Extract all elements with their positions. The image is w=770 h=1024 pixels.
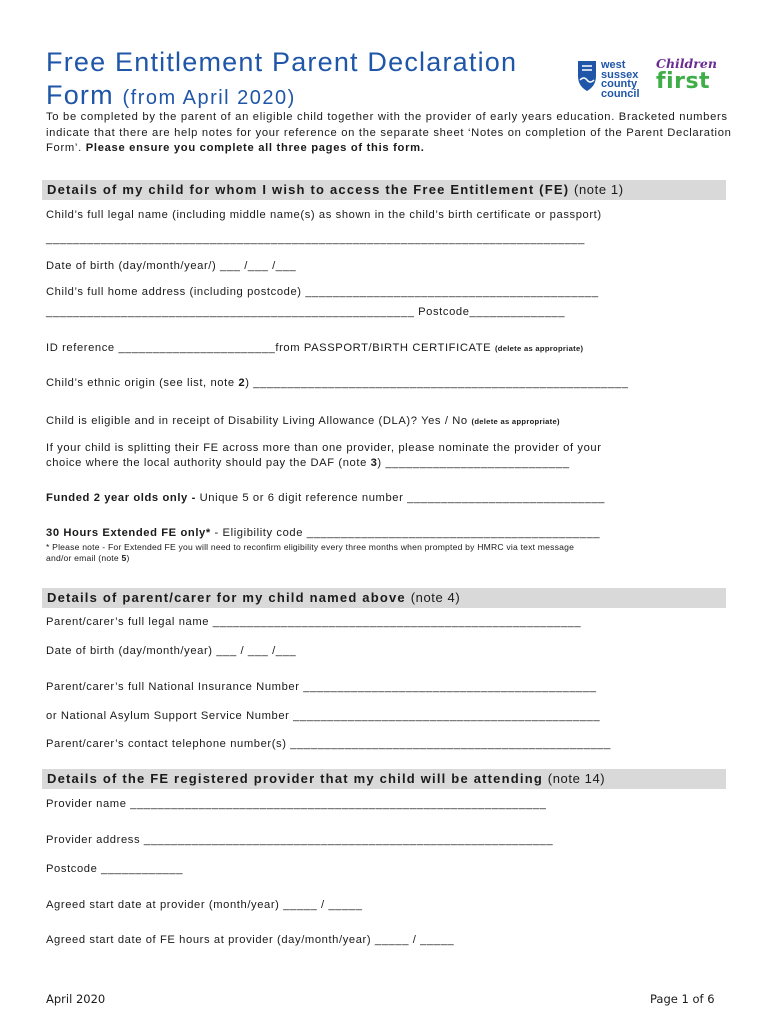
section-child-details-heading: Details of my child for whom I wish to access the Free Entitlement (FE) (note 1) — [42, 180, 726, 200]
title-line-1: Free Entitlement Parent Declaration — [46, 47, 518, 77]
funded-2-year-reference-field[interactable]: Funded 2 year olds only - Unique 5 or 6 digit reference number _____________________________ — [46, 492, 605, 504]
children-first-logo: Children first — [656, 56, 717, 94]
parent-full-name-field[interactable]: Parent/carer’s full legal name ______________________________________________________ — [46, 616, 582, 628]
footer-page-number: Page 1 of 6 — [650, 992, 715, 1006]
child-address-field[interactable]: Child’s full home address (including postcode) ___________________________________________ — [46, 286, 599, 298]
provider-name-field[interactable]: Provider name _____________________________________________________________ — [46, 798, 547, 810]
nass-number-field[interactable]: or National Asylum Support Service Number _____________________________________________ — [46, 710, 601, 722]
daf-provider-field[interactable]: choice where the local authority should pay the DAF (note 3) ___________________________ — [46, 457, 570, 469]
page-title — [46, 46, 517, 115]
parent-dob-field[interactable]: Date of birth (day/month/year) ___ / ___ /___ — [46, 645, 297, 657]
split-provider-text: If your child is splitting their FE across more than one provider, please nominate the provider of your — [46, 442, 602, 454]
dla-question[interactable]: Child is eligible and in receipt of Disability Living Allowance (DLA)? Yes / No (delete as appropriate) — [46, 415, 560, 427]
child-full-name-field[interactable]: _______________________________________________________________________________ — [46, 233, 585, 245]
child-dob-field[interactable]: Date of birth (day/month/year/) ___ /___ /___ — [46, 260, 297, 272]
child-full-name-label: Child’s full legal name (including middle name(s) as shown in the child’s birth certificate or passport) — [46, 209, 602, 221]
provider-postcode-field[interactable]: Postcode ____________ — [46, 863, 184, 875]
parent-ni-number-field[interactable]: Parent/carer’s full National Insurance Number ___________________________________________ — [46, 681, 597, 693]
child-address-line2[interactable]: ______________________________________________________ Postcode______________ — [46, 306, 566, 318]
wscc-logo: west sussex county council — [576, 58, 654, 104]
section-parent-details-heading: Details of parent/carer for my child named above (note 4) — [42, 588, 726, 608]
child-postcode-field[interactable]: Postcode______________ — [418, 306, 566, 318]
eligibility-code-field[interactable]: 30 Hours Extended FE only* - Eligibility code ___________________________________________ — [46, 527, 601, 539]
provider-start-date-field[interactable]: Agreed start date at provider (month/year) _____ / _____ — [46, 899, 363, 911]
delete-as-appropriate-note: (delete as appropriate) — [494, 344, 584, 353]
delete-as-appropriate-note: (delete as appropriate) — [471, 417, 560, 426]
footer-date: April 2020 — [46, 992, 106, 1006]
child-ethnic-origin-field[interactable]: Child’s ethnic origin (see list, note 2) _______________________________________________________ — [46, 377, 629, 389]
id-reference-field[interactable]: ID reference _______________________from PASSPORT/BIRTH CERTIFICATE (delete as appropriate) — [46, 342, 584, 354]
fe-hours-start-date-field[interactable]: Agreed start date of FE hours at provider (day/month/year) _____ / _____ — [46, 934, 455, 946]
provider-address-field[interactable]: Provider address ____________________________________________________________ — [46, 834, 554, 846]
section-provider-details-heading: Details of the FE registered provider that my child will be attending (note 14) — [42, 769, 726, 789]
extended-fe-note: * Please note - For Extended FE you will need to reconfirm eligibility every three months when prompted by HMRC via text message and/or email (note 5) — [46, 542, 575, 563]
intro-text: To be completed by the parent of an eligible child together with the provider of early years education. Bracketed numbers indicate that there are help notes for your reference on the separate sheet ‘Notes on completion of the Parent Declaration Form’. Please ensure you complete all three pages of this form. — [46, 111, 732, 155]
parent-phone-field[interactable]: Parent/carer’s contact telephone number(s) _______________________________________________ — [46, 738, 611, 750]
title-suffix: (from April 2020) — [122, 87, 296, 109]
title-line-2: Form (from April 2020) — [46, 80, 296, 110]
